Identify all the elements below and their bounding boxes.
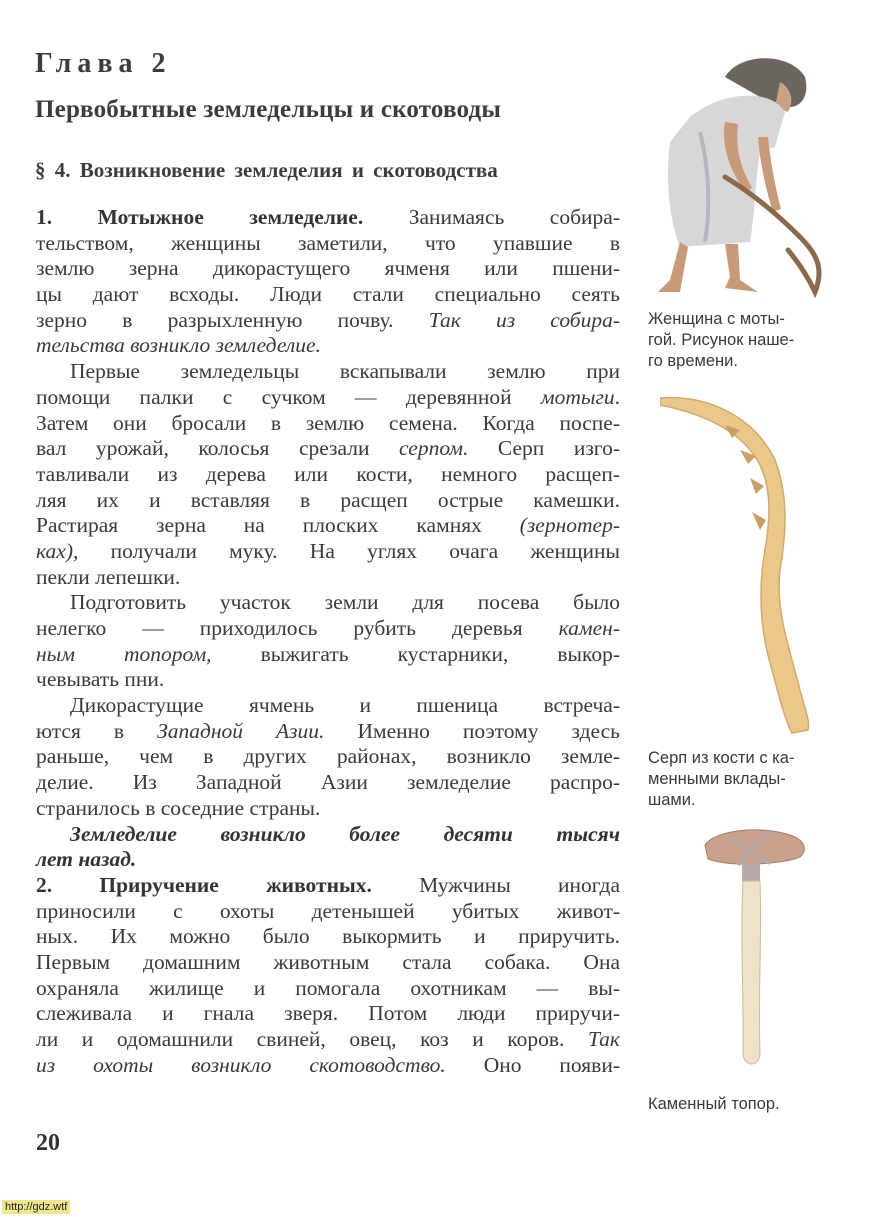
text-run: ных. Их можно было выкормить и приручить. [36,924,620,949]
text-line [36,385,620,411]
text-run: ются в [36,718,158,743]
text-run: Именно поэтому здесь [324,718,620,743]
text-line [36,565,620,591]
emphasis-text: мотыги [540,384,615,409]
body-text [36,205,620,1078]
text-run: тельством, женщины заметили, что упавшие в [36,230,620,255]
text-line [36,1053,620,1079]
emphasis-text: камен- [558,616,620,640]
caption-line: шами. [648,791,696,809]
text-run: землю зерна дикорастущего ячменя или пшени- [36,256,620,281]
text-run: слеживала и гнала зверя. Потом люди приручи- [36,1001,620,1026]
section-title: § 4. Возникновение земледелия и скотоводства [35,158,498,182]
text-line [36,231,620,257]
emphasis-text: ках), [36,538,79,563]
text-line [36,205,620,231]
text-run: Первые земледельцы вскапывали землю при [70,359,620,384]
emphasis-text: тельства возникло земледелие. [36,333,321,358]
text-line [36,642,620,668]
caption-woman-with-hoe [648,309,848,372]
chapter-title: Первобытные земледельцы и скотоводы [35,96,502,123]
text-run: Мужчины иногда [371,872,620,897]
stone-axe-illustration [700,825,810,1075]
caption-line: менными вклады- [648,770,786,788]
emphasis-text: Земледелие возникло более десяти тысяч [70,821,620,846]
caption-line: Каменный топор. [648,1095,780,1113]
text-run: Растирая зерна на плоских камнях [36,513,520,538]
text-run: цы дают всходы. Люди стали специально сеять [36,282,620,307]
text-run: раньше, чем в других районах, возникло земле- [36,744,620,769]
emphasis-text: (зернотер- [519,513,620,538]
emphasis-text: Так из собира- [428,307,621,332]
bone-sickle-illustration [660,390,840,740]
text-line [36,333,620,359]
text-line [36,693,620,719]
text-line [36,976,620,1002]
text-run: ли и одомашнили свиней, овец, коз и коров. [36,1027,588,1051]
watermark-link[interactable]: http://gdz.wtf [2,1200,70,1214]
text-run: помощи палки с сучком — деревянной [36,384,541,409]
text-line [36,1001,620,1027]
text-run: делие. Из Западной Азии земледелие распро- [36,770,620,795]
text-run: Первым домашним животным стала собака. Она [36,949,620,974]
subsection-heading: 1. Мотыжное земледелие. [36,205,364,229]
text-run: охраняла жилище и помогала охотникам — вы- [36,975,620,1000]
text-line [36,539,620,565]
text-run: Дикорастущие ячмень и пшеница встреча- [70,693,620,718]
caption-line: го времени. [648,352,738,370]
text-line [36,873,620,899]
text-run: чевывать пни. [36,667,165,692]
text-run: пекли лепешки. [36,564,181,589]
text-line [36,308,620,334]
text-line [36,436,620,462]
text-line [36,847,620,873]
text-run: Затем они бросали в землю семена. Когда поспе- [36,410,620,435]
text-line [36,359,620,385]
text-run: вал урожай, колосья срезали [36,436,400,461]
text-line [36,950,620,976]
caption-line: гой. Рисунок наше- [648,331,795,349]
text-line [36,411,620,437]
text-run: зерно в разрыхленную почву. [36,307,429,332]
text-run: приносили с охоты детенышей убитых живот- [36,898,620,923]
text-run: Подготовить участок земли для посева было [70,590,620,615]
text-line [36,667,620,693]
emphasis-text: лет назад. [36,847,137,872]
text-line [36,282,620,308]
text-run: нелегко — приходилось рубить деревья [36,616,559,640]
page-number: 20 [36,1130,60,1156]
text-line [36,513,620,539]
emphasis-text: Так [588,1027,620,1051]
text-line [36,488,620,514]
caption-line: Женщина с моты- [648,310,785,328]
text-run: Серп изго- [468,436,621,461]
subsection-heading: 2. Приручение животных. [36,872,372,897]
chapter-label: Глава 2 [35,48,172,79]
text-run: выжигать кустарники, выкор- [211,641,620,666]
emphasis-text: серпом. [399,436,469,461]
text-line [36,616,620,642]
caption-bone-sickle [648,748,848,811]
text-run: Оно появи- [445,1052,620,1077]
text-run: . [614,384,620,409]
caption-stone-axe [648,1094,848,1115]
text-run: Занимаясь собира- [363,205,620,229]
text-line [36,256,620,282]
caption-line: Серп из кости с ка- [648,749,795,767]
emphasis-text: из охоты возникло скотоводство. [36,1052,446,1077]
text-run: странилось в соседние страны. [36,795,321,820]
text-line [36,899,620,925]
text-line [36,796,620,822]
text-line [36,770,620,796]
emphasis-text: ным топором, [36,641,212,666]
text-run: получали муку. На углях очага женщины [78,538,620,563]
text-line [36,822,620,848]
text-line [36,462,620,488]
emphasis-text: Западной Азии. [157,718,325,743]
text-line [36,924,620,950]
woman-with-hoe-illustration [640,52,840,302]
text-line [36,744,620,770]
text-line [36,1027,620,1053]
text-line [36,590,620,616]
text-run: ляя их и вставляя в расщеп острые камешки. [36,487,620,512]
text-line [36,719,620,745]
text-run: тавливали из дерева или кости, немного расщеп- [36,461,620,486]
